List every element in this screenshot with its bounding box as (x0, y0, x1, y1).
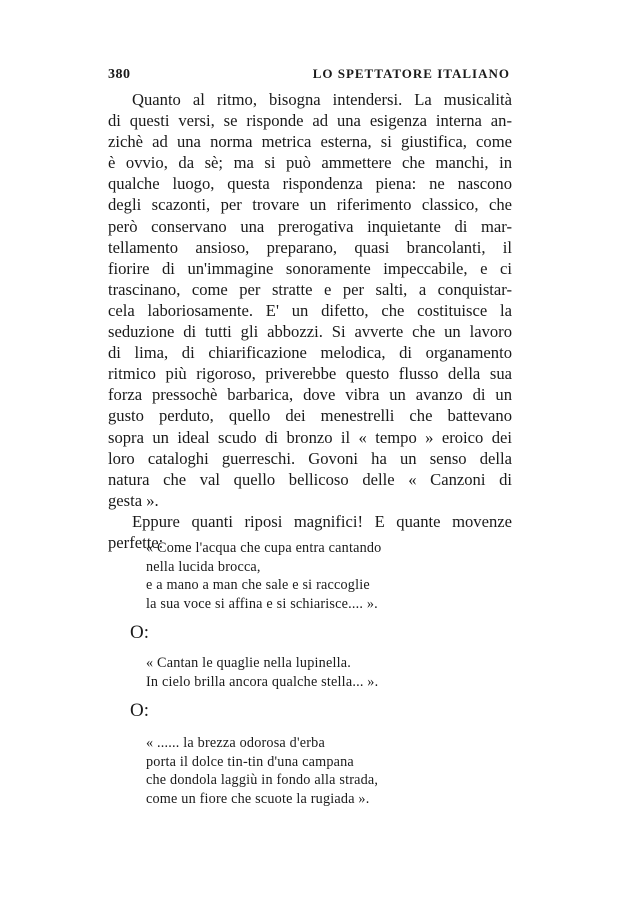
text-line: Eppure quanti riposi magnifici! E quante movenze (132, 511, 512, 531)
text-line: è ovvio, da sè; ma si può ammettere che manchi, in (108, 153, 512, 173)
journal-title: LO SPETTATORE ITALIANO (312, 66, 510, 81)
text-line: però conservano una prerogativa inquietante di mar- (108, 216, 512, 236)
separator-or: O: (130, 700, 149, 721)
verse-line: che dondola laggiù in fondo alla strada, (146, 772, 379, 789)
verse-line: « ...... la brezza odorosa d'erba (146, 735, 325, 751)
text-line: trascinano, come per stratte e per salti, a conquistar- (108, 279, 512, 299)
text-line: di lima, di chiarificazione melodica, di organamento (108, 343, 512, 363)
text-line: ritmico più rigoroso, priverebbe questo flusso della sua (108, 364, 512, 384)
text-line: gesta ». (108, 490, 159, 510)
text-line: cela laboriosamente. E' un difetto, che costituisce la (108, 300, 512, 320)
verse-line: la sua voce si affina e si schiarisce.... ». (146, 595, 378, 612)
poem-quote-1 (146, 539, 381, 613)
verse-line: come un fiore che scuote la rugiada ». (146, 790, 370, 807)
running-header (108, 66, 510, 83)
text-line: natura che val quello bellicoso delle « Canzoni di (108, 469, 512, 489)
text-line: Quanto al ritmo, bisogna intendersi. La musicalità (132, 90, 512, 109)
text-line: seduzione di tutti gli abbozzi. Si avverte che un lavoro (108, 322, 512, 342)
poem-quote-3 (146, 734, 378, 808)
text-line: degli scazonti, per trovare un riferimento classico, che (108, 195, 512, 215)
text-line: sopra un ideal scudo di bronzo il « tempo » eroico dei (108, 427, 512, 447)
verse-line: « Cantan le quaglie nella lupinella. (146, 655, 351, 671)
poem-quote-2 (146, 654, 378, 691)
verse-line: e a mano a man che sale e si raccoglie (146, 577, 370, 594)
text-line: di questi versi, se risponde ad una esigenza interna an- (108, 111, 512, 131)
text-line: tellamento ansioso, preparano, quasi brancolanti, il (108, 237, 512, 257)
verse-line: In cielo brilla ancora qualche stella... ». (146, 673, 379, 690)
text-line: qualche luogo, questa rispondenza piena: ne nascono (108, 174, 512, 194)
body-text (108, 89, 512, 553)
verse-line: nella lucida brocca, (146, 558, 261, 575)
text-line: gusto perduto, quello dei menestrelli che battevano (108, 406, 512, 426)
text-line: fiorire di un'immagine sonoramente impeccabile, e ci (108, 258, 512, 278)
separator-or: O: (130, 622, 149, 643)
text-line: perfette: (108, 532, 164, 552)
verse-line: « Come l'acqua che cupa entra cantando (146, 540, 382, 556)
text-line: loro cataloghi guerreschi. Govoni ha un senso della (108, 448, 512, 468)
paragraph-1 (108, 89, 512, 511)
text-line: zichè ad una norma metrica esterna, si giustifica, come (108, 132, 512, 152)
text-line: forza pressochè barbarica, dove vibra un avanzo di un (108, 385, 512, 405)
verse-line: porta il dolce tin-tin d'una campana (146, 753, 354, 770)
page-number: 380 (108, 67, 131, 82)
